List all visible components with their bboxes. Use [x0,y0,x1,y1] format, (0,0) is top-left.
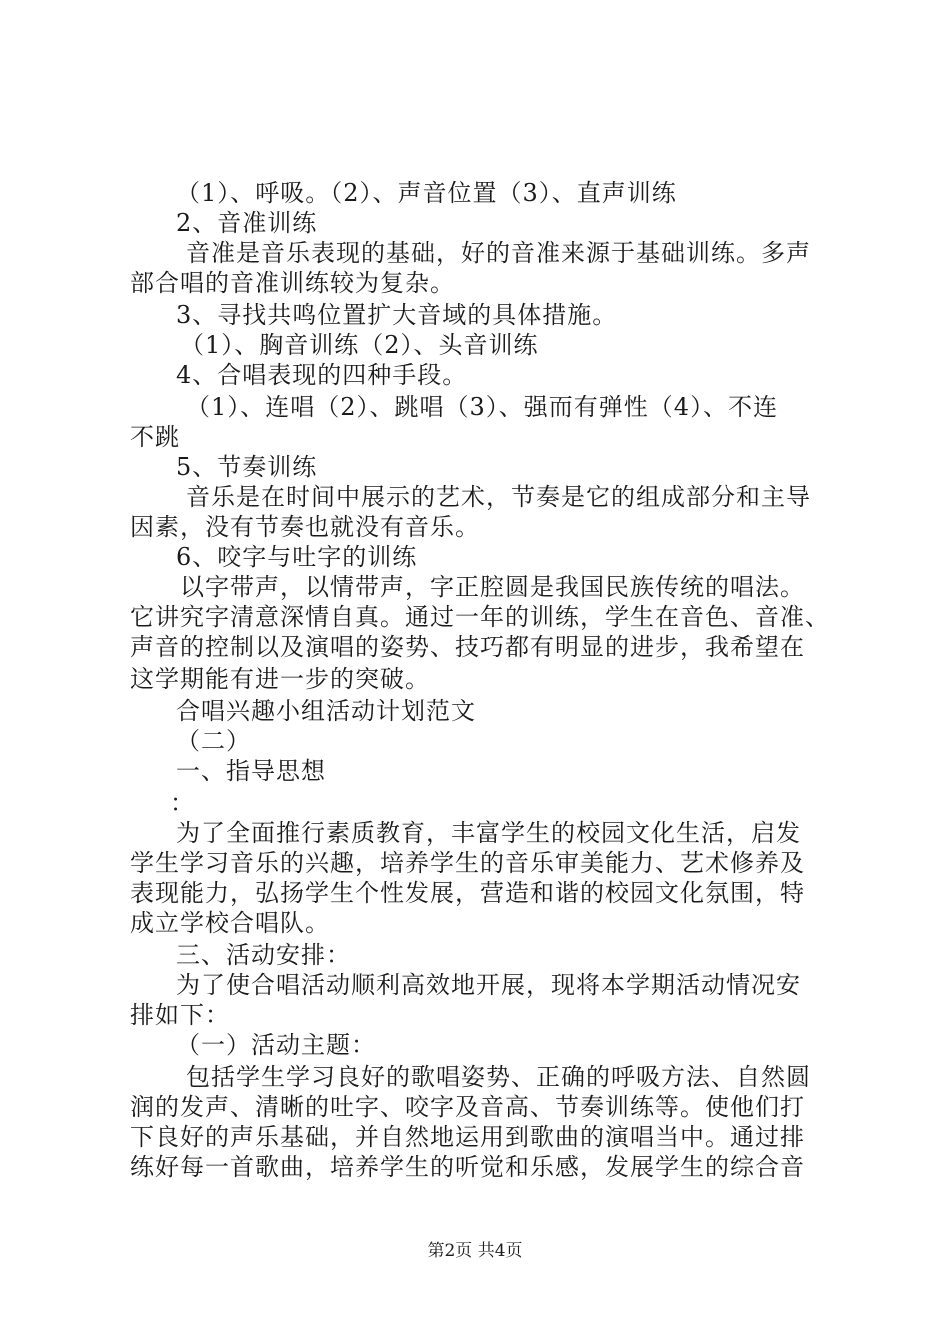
text-line-14: 以字带声，以情带声，字正腔圆是我国民族传统的唱法。 [180,573,805,601]
text-line-28: 排如下： [130,1001,230,1029]
text-line-21: ： [170,789,195,817]
text-line-30: 包括学生学习良好的歌唱姿势、正确的呼吸方法、自然圆 [186,1063,811,1091]
text-line-20: 一、指导思想 [176,757,326,785]
text-line-07: 4、合唱表现的四种手段。 [176,361,468,389]
text-line-13: 6、咬字与吐字的训练 [176,543,418,571]
text-line-12: 因素，没有节奏也就没有音乐。 [130,513,480,541]
text-line-10: 5、节奏训练 [176,453,318,481]
text-line-03: 音准是音乐表现的基础，好的音准来源于基础训练。多声 [186,239,811,267]
text-line-06: （1）、胸音训练（2）、头音训练 [180,331,539,359]
text-line-33: 练好每一首歌曲，培养学生的听觉和乐感，发展学生的综合音 [130,1153,805,1181]
text-line-11: 音乐是在时间中展示的艺术，节奏是它的组成部分和主导 [186,483,811,511]
text-line-16: 声音的控制以及演唱的姿势、技巧都有明显的进步，我希望在 [130,633,805,661]
text-line-29: （一）活动主题： [176,1031,376,1059]
text-line-04: 部合唱的音准训练较为复杂。 [130,269,455,297]
text-line-26: 三、活动安排： [176,941,351,969]
text-line-17: 这学期能有进一步的突破。 [130,665,430,693]
text-line-27: 为了使合唱活动顺利高效地开展，现将本学期活动情况安 [176,971,801,999]
text-line-25: 成立学校合唱队。 [130,909,330,937]
text-line-05: 3、寻找共鸣位置扩大音域的具体措施。 [176,301,618,329]
text-line-31: 润的发声、清晰的吐字、咬字及音高、节奏训练等。使他们打 [130,1093,805,1121]
text-line-01: （1）、呼吸。（2）、声音位置（3）、直声训练 [176,179,677,207]
text-line-19: （二） [176,727,251,755]
text-line-32: 下良好的声乐基础，并自然地运用到歌曲的演唱当中。通过排 [130,1123,805,1151]
text-line-24: 表现能力，弘扬学生个性发展，营造和谐的校园文化氛围，特 [130,879,805,907]
text-line-23: 学生学习音乐的兴趣，培养学生的音乐审美能力、艺术修养及 [130,849,805,877]
text-line-18: 合唱兴趣小组活动计划范文 [176,697,476,725]
text-line-15: 它讲究字清意深情自真。通过一年的训练，学生在音色、音准、 [130,603,830,631]
text-line-02: 2、音准训练 [176,209,318,237]
page-number-footer: 第2页 共4页 [427,1241,523,1261]
text-line-22: 为了全面推行素质教育，丰富学生的校园文化生活，启发 [176,819,801,847]
text-line-08: （1）、连唱（2）、跳唱（3）、强而有弹性（4）、不连 [186,393,779,421]
text-line-09: 不跳 [130,423,180,451]
